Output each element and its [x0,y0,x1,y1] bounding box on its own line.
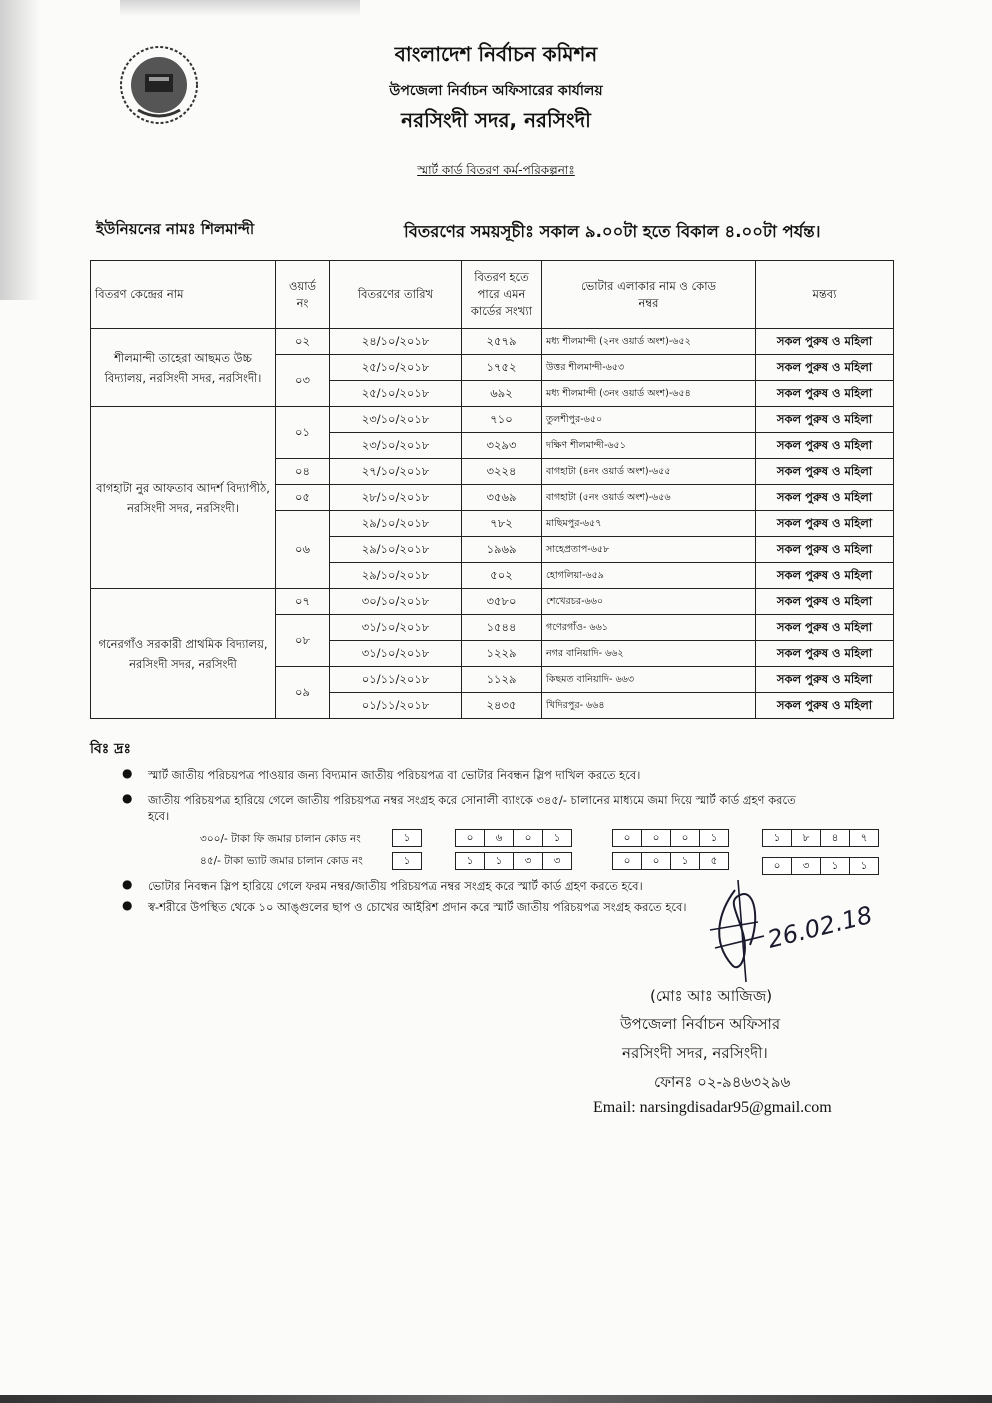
header-count: বিতরণ হতে পারে এমন কার্ডের সংখ্যা [462,261,542,329]
header-center: বিতরণ কেন্দ্রের নাম [91,261,276,329]
signature-date: 26.02.18 [764,900,876,954]
remark: সকল পুরুষ ও মহিলা [756,407,894,433]
table-header-row [91,261,894,329]
fee-code-group [612,829,728,847]
code-digit: ৩ [791,857,821,875]
distribution-date: ০১/১১/২০১৮ [330,667,462,693]
office-location: নরসিংদী সদর, নরসিংদী [401,108,591,132]
code-digit: ১ [542,829,572,847]
card-count: ৩২৯৩ [462,433,542,459]
officer-designation: উপজেলা নির্বাচন অফিসার [620,1015,781,1033]
card-count: ১৭৫২ [462,355,542,381]
remark: সকল পুরুষ ও মহিলা [756,667,894,693]
distribution-date: ০১/১১/২০১৮ [330,693,462,719]
card-count: ১১২৯ [462,667,542,693]
note-item: স্মার্ট জাতীয় পরিচয়পত্র পাওয়ার জন্য বিদ্যমান জাতীয় পরিচয়পত্র বা ভোটার নিবন্ধন স্লিপ দাখিল করতে হবে। [148,768,641,782]
code-digit: ০ [641,829,671,847]
remark: সকল পুরুষ ও মহিলা [756,563,894,589]
code-digit: ০ [641,852,671,870]
scan-shadow-top [120,0,360,16]
code-digit: ১ [762,829,792,847]
card-count: ৬৯২ [462,381,542,407]
distribution-date: ৩০/১০/২০১৮ [330,589,462,615]
voter-area: দক্ষিণ শীলমান্দী-৬৫১ [542,433,756,459]
code-digit: ০ [670,829,700,847]
code-digit: ৮ [791,829,821,847]
officer-office: নরসিংদী সদর, নরসিংদী। [622,1044,768,1062]
voter-area: মাছিমপুর-৬৫৭ [542,511,756,537]
card-count: ১২২৯ [462,641,542,667]
card-count: ১৯৬৯ [462,537,542,563]
distribution-date: ২৩/১০/২০১৮ [330,433,462,459]
header-area: ভোটার এলাকার নাম ও কোড নম্বর [542,261,756,329]
remark: সকল পুরুষ ও মহিলা [756,615,894,641]
card-count: ২৪৩৫ [462,693,542,719]
ward-number: ০৭ [276,589,330,615]
remark: সকল পুরুষ ও মহিলা [756,641,894,667]
code-digit: ৫ [699,852,729,870]
commission-title: বাংলাদেশ নির্বাচন কমিশন [394,42,598,66]
distribution-date: ২৭/১০/২০১৮ [330,459,462,485]
code-digit: ১ [392,829,422,847]
code-digit: ০ [455,829,485,847]
ward-number: ০৮ [276,615,330,667]
code-digit: ০ [513,829,543,847]
distribution-date: ২৫/১০/২০১৮ [330,355,462,381]
remark: সকল পুরুষ ও মহিলা [756,355,894,381]
card-count: ৭১০ [462,407,542,433]
card-count: ৩৫৬৯ [462,485,542,511]
bullet-icon: ● [122,766,133,780]
voter-area: সাহেপ্রতাপ-৬৫৮ [542,537,756,563]
voter-area: গণেরগাঁও- ৬৬১ [542,615,756,641]
code-digit: ০ [762,857,792,875]
voter-area: মধ্য শীলমান্দী (৩নং ওয়ার্ড অংশ)-৬৫৪ [542,381,756,407]
plan-title: স্মার্ট কার্ড বিতরণ কর্ম-পরিকল্পনাঃ [417,163,575,177]
officer-name: (মোঃ আঃ আজিজ) [650,987,773,1005]
header-ward: ওয়ার্ড নং [276,261,330,329]
card-count: ৩২২৪ [462,459,542,485]
card-count: ৩৫৮০ [462,589,542,615]
bullet-icon: ● [122,898,133,912]
code-digit: ১ [455,852,485,870]
ward-number: ০৫ [276,485,330,511]
voter-area: উত্তর শীলমান্দী-৬৫৩ [542,355,756,381]
union-name: ইউনিয়নের নামঃ শিলমান্দী [96,220,255,238]
card-count: ৭৮২ [462,511,542,537]
ward-number: ০৪ [276,459,330,485]
fee-code-group [762,829,878,847]
center-name: গনেরগাঁও সরকারী প্রাথমিক বিদ্যালয়, নরসিংদী সদর, নরসিংদী [91,589,276,719]
voter-area: শেখেরচর-৬৬০ [542,589,756,615]
ward-number: ০১ [276,407,330,459]
center-name: বাগহাটা নুর আফতাব আদর্শ বিদ্যাপীঠ, নরসিংদী সদর, নরসিংদী। [91,407,276,589]
code-digit: ১ [670,852,700,870]
voter-area: খিদিরপুর- ৬৬৪ [542,693,756,719]
distribution-date: ২৮/১০/২০১৮ [330,485,462,511]
table-row [91,329,894,355]
remark: সকল পুরুষ ও মহিলা [756,433,894,459]
table-row [91,589,894,615]
card-count: ১৫৪৪ [462,615,542,641]
note-item: হবে। [148,809,170,823]
voter-area: বাগহাটা (৪নং ওয়ার্ড অংশ)-৬৫৫ [542,459,756,485]
code-digit: ৩ [513,852,543,870]
office-name: উপজেলা নির্বাচন অফিসারের কার্যালয় [389,83,603,99]
table-row [91,407,894,433]
vat-code-label: ৪৫/- টাকা ভ্যাট জমার চালান কোড নং [200,855,363,867]
distribution-date: ২৩/১০/২০১৮ [330,407,462,433]
center-name: শীলমান্দী তাহেরা আছমত উচ্চ বিদ্যালয়, নরসিংদী সদর, নরসিংদী। [91,329,276,407]
code-digit: ০ [612,852,642,870]
remark: সকল পুরুষ ও মহিলা [756,693,894,719]
vat-code-group [455,852,571,870]
header-date: বিতরণের তারিখ [330,261,462,329]
code-digit: ৪ [820,829,850,847]
code-digit: ১ [392,852,422,870]
code-digit: ০ [612,829,642,847]
remark: সকল পুরুষ ও মহিলা [756,329,894,355]
voter-area: হোগলিয়া-৬৫৯ [542,563,756,589]
distribution-table [90,260,894,719]
fee-code-group [455,829,571,847]
ward-number: ০৯ [276,667,330,719]
remark: সকল পুরুষ ও মহিলা [756,589,894,615]
bullet-icon: ● [122,791,133,805]
header-remark: মন্তব্য [756,261,894,329]
distribution-date: ২৫/১০/২০১৮ [330,381,462,407]
distribution-date: ২৯/১০/২০১৮ [330,563,462,589]
signature-mark [680,870,876,990]
code-digit: ৩ [542,852,572,870]
voter-area: বাগহাটা (৫নং ওয়ার্ড অংশ)-৬৫৬ [542,485,756,511]
distribution-date: ৩১/১০/২০১৮ [330,641,462,667]
card-count: ২৫৭৯ [462,329,542,355]
officer-email: Email: narsingdisadar95@gmail.com [593,1099,832,1116]
ward-number: ০২ [276,329,330,355]
voter-area: কিছমত বানিয়াদি- ৬৬৩ [542,667,756,693]
remark: সকল পুরুষ ও মহিলা [756,459,894,485]
code-digit: ১ [849,857,879,875]
remark: সকল পুরুষ ও মহিলা [756,485,894,511]
distribution-date: ২৯/১০/২০১৮ [330,511,462,537]
fee-code-group [392,829,421,847]
distribution-schedule: বিতরণের সময়সূচীঃ সকাল ৯.০০টা হতে বিকাল ৪.০০টা পর্যন্ত। [404,222,821,241]
code-digit: ৬ [484,829,514,847]
officer-phone: ফোনঃ ০২-৯৪৬৩২৯৬ [654,1073,791,1091]
vat-code-group [392,852,421,870]
voter-area: মধ্য শীলমান্দী (২নং ওয়ার্ড অংশ)-৬৫২ [542,329,756,355]
note-item: ভোটার নিবন্ধন স্লিপ হারিয়ে গেলে ফরম নম্বর/জাতীয় পরিচয়পত্র নম্বর সংগ্রহ করে স্মার্ট কার্ড গ্রহণ করতে হবে। [148,879,643,893]
voter-area: নগর বানিয়াদি- ৬৬২ [542,641,756,667]
remark: সকল পুরুষ ও মহিলা [756,381,894,407]
code-digit: ১ [484,852,514,870]
scan-bottom-edge [0,1395,992,1403]
bullet-icon: ● [122,877,133,891]
distribution-date: ২৪/১০/২০১৮ [330,329,462,355]
note-item: জাতীয় পরিচয়পত্র হারিয়ে গেলে জাতীয় পরিচয়পত্র নম্বর সংগ্রহ করে সোনালী ব্যাংকে ৩৪৫/- চালানের মাধ্যমে জমা দিয়ে স্মার্ট কার্ড গ্রহণ করতে [148,793,796,807]
card-count: ৫০২ [462,563,542,589]
note-item: স্ব-শরীরে উপস্থিত থেকে ১০ আঙ্গুলের ছাপ ও চোখের আইরিশ প্রদান করে স্মার্ট জাতীয় পরিচয়পত্র সংগ্রহ করতে হবে। [148,900,687,914]
voter-area: তুলশীপুর-৬৫০ [542,407,756,433]
vat-code-group [612,852,728,870]
ward-number: ০৩ [276,355,330,407]
code-digit: ৭ [849,829,879,847]
notes-title: বিঃ দ্রঃ [90,741,131,757]
code-digit: ১ [820,857,850,875]
remark: সকল পুরুষ ও মহিলা [756,537,894,563]
distribution-date: ৩১/১০/২০১৮ [330,615,462,641]
remark: সকল পুরুষ ও মহিলা [756,511,894,537]
fee-code-label: ৩০০/- টাকা ফি জমার চালান কোড নং [200,833,361,845]
ward-number: ০৬ [276,511,330,589]
code-digit: ১ [699,829,729,847]
distribution-date: ২৯/১০/২০১৮ [330,537,462,563]
